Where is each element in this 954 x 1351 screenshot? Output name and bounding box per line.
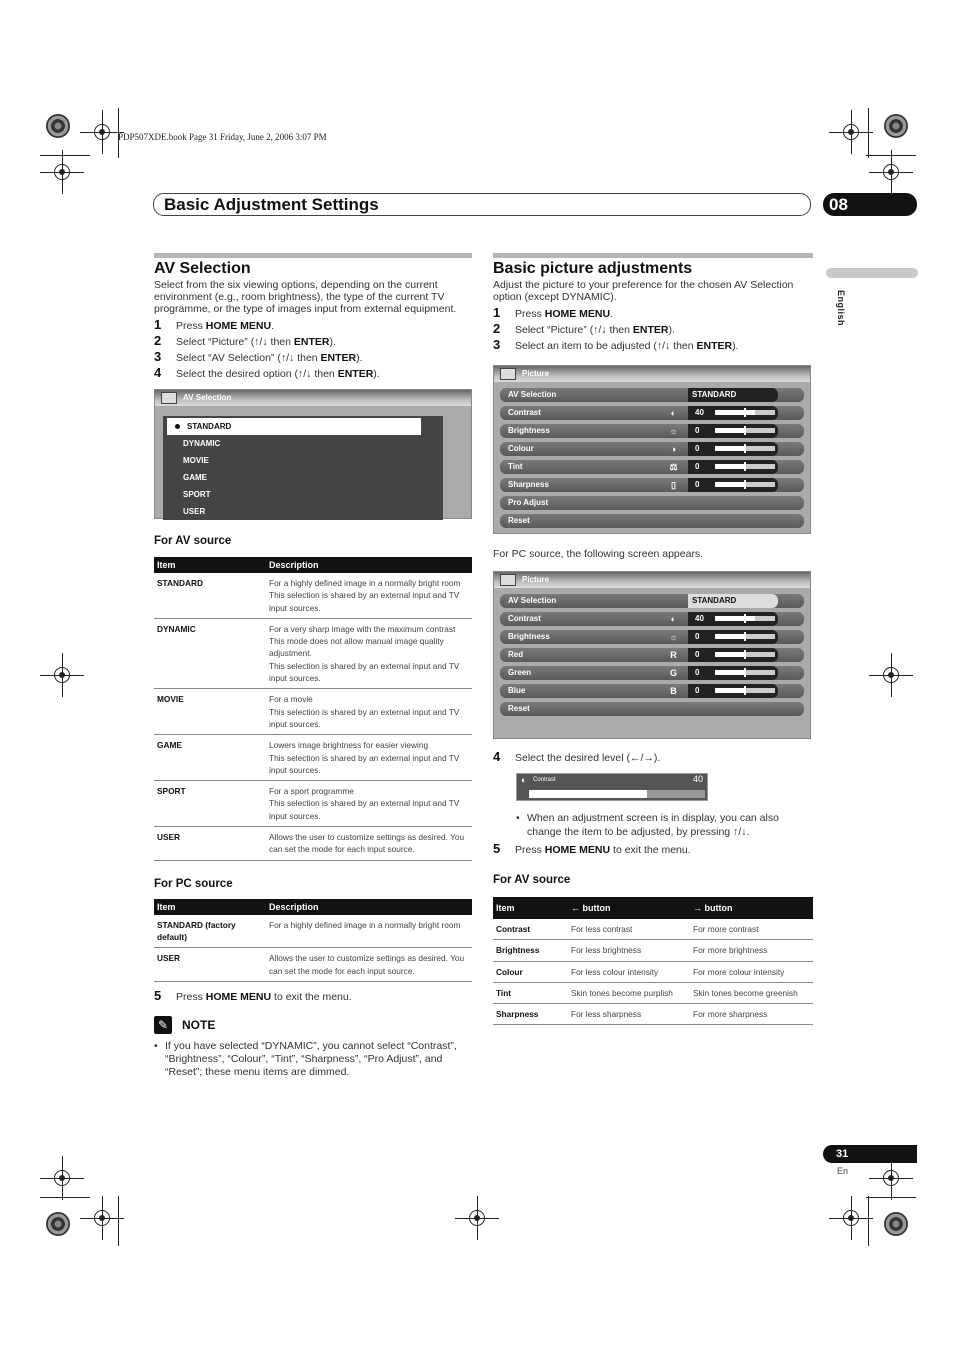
item-cell: Sharpness [493,1004,568,1025]
steps-list [154,317,472,381]
table-row [154,915,472,948]
page-number-text: 31 [836,1148,849,1160]
menu-row-label: Brightness [508,632,550,641]
step-text-end: ). [732,340,739,352]
step-key: ENTER [320,352,357,364]
menu-row[interactable] [500,702,804,716]
level-bar [715,670,775,675]
level-fill [715,464,745,469]
menu-row-number: 40 [695,614,704,623]
step-item [493,337,813,353]
color-target-mark [46,1212,70,1236]
table-row [154,735,472,781]
osd-header [494,366,810,382]
contrast-icon: ◐ [670,614,677,624]
av-source-table [154,557,472,861]
menu-list [494,388,810,528]
menu-row-number: 0 [695,480,700,489]
menu-row-label: Contrast [508,408,541,417]
menu-row[interactable] [500,496,804,510]
description-cell [266,689,472,735]
menu-row-label: Red [508,650,524,659]
description-line: For a movie [269,694,313,705]
color-target-mark [884,1212,908,1236]
description-line: This selection is shared by an external input and TV input sources. [269,590,460,613]
description-cell [266,618,472,688]
step-key: ENTER [632,324,669,336]
step-text: Select an item to be adjusted (↑/↓ then [515,340,697,352]
menu-row[interactable] [500,666,804,680]
book-info: PDP507XDE.book Page 31 Friday, June 2, 2006 3:07 PM [118,132,327,142]
menu-row[interactable] [500,388,804,402]
step-number: 5 [493,841,501,856]
step-key: ENTER [337,368,374,380]
step-key: ENTER [696,340,733,352]
step-text-end: . [271,320,275,332]
section-heading: Basic picture adjustments [493,253,813,278]
level-fill [715,428,745,433]
item-cell: USER [154,827,266,861]
step-number: 3 [493,337,501,352]
step-text: Press [515,308,545,320]
note-title: NOTE [182,1017,216,1032]
item-cell: Brightness [493,940,568,961]
step-key: ENTER [293,336,330,348]
step-item [154,317,472,333]
column-header: Description [266,899,472,915]
table-row [154,827,472,861]
description-line: For a highly defined image in a normally bright room [269,578,461,588]
left-cell: For less brightness [568,940,690,961]
column-header: Description [266,557,472,573]
crop-mark [868,108,869,158]
menu-row-label: Reset [508,704,530,713]
blue-icon: B [670,686,677,696]
level-fill [715,652,745,657]
registration-mark [465,1206,489,1230]
option-item[interactable]: DYNAMIC [183,439,221,448]
description-line: This selection is shared by an external input and TV input sources. [269,752,460,775]
level-fill [715,688,745,693]
registration-mark [879,663,903,687]
pc-source-table [154,899,472,982]
tv-menu-icon [500,368,516,380]
menu-row-label: Reset [508,516,530,525]
description-cell [266,915,472,948]
note-body: If you have selected “DYNAMIC”, you cannot select “Contrast”, “Brightness”, “Colour”, “Tint”, “Sharpness”, “Pro Adjust”, and “Reset”; these menu items are dimmed. [165,1039,457,1078]
item-cell: USER [154,948,266,982]
step-number: 1 [493,305,501,320]
step-item [154,365,472,381]
level-fill [715,634,745,639]
adjustment-table [493,897,813,1025]
note-text [154,1040,472,1079]
menu-row-number: 40 [695,408,704,417]
level-marker [744,614,746,623]
item-cell: SPORT [154,781,266,827]
menu-row[interactable] [500,684,804,698]
step-text-end: ). [356,352,363,364]
option-item[interactable]: STANDARD [167,418,421,435]
step-item [493,749,813,765]
registration-mark [839,1206,863,1230]
menu-row[interactable] [500,648,804,662]
section-heading: AV Selection [154,253,472,278]
level-bar [715,428,775,433]
right-cell: For more brightness [690,940,813,961]
right-cell: For more sharpness [690,1004,813,1025]
crop-mark [40,155,90,156]
basic-picture-section [493,253,813,1025]
item-cell: STANDARD (factory default) [154,915,266,948]
table-row [154,948,472,982]
intro-text: Select from the six viewing options, depending on the current environment (e.g., room brightness), the type of the current TV programme, or the type of images input from external equipment. [154,279,457,315]
option-item[interactable]: MOVIE [183,456,209,465]
brightness-icon: ☼ [669,632,678,642]
step-5 [154,988,472,1004]
level-bar [715,652,775,657]
step-key: HOME MENU [205,320,272,332]
description-line: This selection is shared by an external input and TV input sources. [269,660,460,684]
level-marker [744,650,746,659]
menu-row[interactable] [500,424,804,438]
menu-row-label: AV Selection [508,390,557,399]
description-line: For a highly defined image in a normally bright room [269,919,461,930]
description-line: This mode does not allow manual image quality adjustment. [269,636,444,659]
menu-row-label: Colour [508,444,534,453]
table-row [154,689,472,735]
column-header: ← button [568,897,690,919]
menu-row-value: STANDARD [688,388,778,402]
right-cell: For more contrast [690,919,813,940]
column-header: Item [154,557,266,573]
sharpness-icon: ▯ [671,480,676,490]
crop-mark [118,1196,119,1246]
level-marker [744,426,746,435]
tv-menu-icon [161,392,177,404]
contrast-level-fill [529,790,647,798]
picture-menu-screen [493,365,811,534]
step-text-end: ). [668,324,675,336]
av-source-title: For AV source [493,874,571,886]
table-row [154,573,472,618]
menu-row-number: 0 [695,462,700,471]
menu-row-number: 0 [695,632,700,641]
registration-mark [879,160,903,184]
table-row [493,919,813,940]
table-row [493,961,813,982]
step-item [154,349,472,365]
step-number: 2 [154,333,162,348]
crop-mark [40,1197,90,1198]
level-fill [715,410,755,415]
step-item [493,305,813,321]
option-item[interactable]: USER [183,507,206,516]
level-marker [744,686,746,695]
option-item[interactable]: SPORT [183,490,211,499]
pc-note: For PC source, the following screen appears. [493,548,704,560]
step-number: 2 [493,321,501,336]
menu-row-label: Pro Adjust [508,498,549,507]
step-text: Press [515,844,545,856]
level-marker [744,480,746,489]
description-cell [266,827,472,861]
step-key: HOME MENU [205,990,272,1003]
step-number: 5 [154,987,162,1003]
osd-header [155,390,471,406]
intro-text: Adjust the picture to your preference for the chosen AV Selection option (except DYNAMIC). [493,279,794,303]
left-cell: Skin tones become purplish [568,982,690,1003]
level-bar [715,410,775,415]
description-line: This selection is shared by an external input and TV input sources. [269,798,460,821]
step-item [493,321,813,337]
left-cell: For less sharpness [568,1004,690,1025]
menu-row-number: 0 [695,686,700,695]
description-cell [266,735,472,781]
steps-list [493,305,813,353]
item-cell: MOVIE [154,689,266,735]
menu-row-number: 0 [695,444,700,453]
menu-row-value: STANDARD [688,594,778,608]
level-fill [715,616,755,621]
menu-row-number: 0 [695,650,700,659]
step-text-end: . [610,308,614,320]
level-bar [715,464,775,469]
menu-row-number: 0 [695,426,700,435]
menu-row-number: 0 [695,668,700,677]
level-marker [744,668,746,677]
color-target-mark [884,114,908,138]
green-icon: G [669,668,677,678]
menu-row[interactable] [500,478,804,492]
page-lang: En [837,1166,849,1176]
menu-row[interactable] [500,442,804,456]
step-text: Select the desired option (↑/↓ then [176,368,338,380]
menu-row-label: Blue [508,686,526,695]
level-marker [744,462,746,471]
step-number: 1 [154,317,162,332]
description-line: Allows the user to customize settings as desired. You can set the mode for each input source. [269,832,465,855]
av-selection-screen [154,389,472,519]
right-cell: For more colour intensity [690,961,813,982]
table-row [493,1004,813,1025]
red-icon: R [670,650,677,660]
step-text-end: to exit the menu. [271,990,352,1003]
av-source-title: For AV source [154,535,232,547]
crop-mark [866,1197,916,1198]
description-line: This selection is shared by an external input and TV input sources. [269,706,460,729]
menu-row[interactable] [500,460,804,474]
registration-mark [839,120,863,144]
step-item [154,988,472,1004]
colour-icon: ◑ [670,444,677,454]
menu-row[interactable] [500,594,804,608]
column-header: → button [690,897,813,919]
pc-picture-menu-screen [493,571,811,739]
crop-mark [866,155,916,156]
av-selection-section [154,253,472,1079]
side-tab [826,268,918,278]
level-fill [715,670,745,675]
side-language-label: English [836,290,846,327]
registration-mark [90,120,114,144]
menu-row[interactable] [500,630,804,644]
brightness-icon: ☼ [669,426,678,436]
page-number [823,1145,917,1163]
left-cell: For less colour intensity [568,961,690,982]
color-target-mark [46,114,70,138]
contrast-icon: ◐ [670,408,677,418]
option-list [163,416,443,520]
step-number: 3 [154,349,162,364]
level-bar [715,482,775,487]
description-cell [266,781,472,827]
menu-row-label: Sharpness [508,480,549,489]
level-fill [715,482,745,487]
contrast-value: 40 [692,774,703,784]
menu-row-label: Tint [508,462,523,471]
description-line: For a sport programme [269,786,354,797]
item-cell: DYNAMIC [154,618,266,688]
level-bar [715,616,775,621]
step-text: Select “Picture” (↑/↓ then [515,324,633,336]
osd-title: Picture [522,369,550,378]
level-bar [715,446,775,451]
step-text: Press [176,990,206,1003]
menu-row-label: Brightness [508,426,550,435]
note-icon: ✎ [154,1016,172,1034]
item-cell: GAME [154,735,266,781]
step-5 [493,841,813,857]
tv-menu-icon [500,574,516,586]
option-item[interactable]: GAME [183,473,207,482]
level-bar [715,634,775,639]
step-key: HOME MENU [544,844,611,856]
menu-row[interactable] [500,612,804,626]
contrast-level-bar [529,790,705,798]
registration-mark [50,160,74,184]
table-row [154,618,472,688]
page-title: Basic Adjustment Settings [153,193,811,216]
step-key: HOME MENU [544,308,611,320]
contrast-icon: ◐ [521,775,527,785]
tint-icon: ⚖ [669,462,678,472]
menu-row-label: AV Selection [508,596,557,605]
description-cell [266,573,472,618]
registration-mark [90,1206,114,1230]
step-text-end: to exit the menu. [610,844,691,856]
item-cell: Colour [493,961,568,982]
menu-row[interactable] [500,406,804,420]
level-marker [744,632,746,641]
table-row [493,940,813,961]
pc-source-title: For PC source [154,877,233,890]
step-text-end: ). [373,368,380,380]
description-cell [266,948,472,982]
step-number: 4 [493,749,501,764]
chapter-number: 08 [823,193,917,216]
level-fill [715,446,745,451]
item-cell: Tint [493,982,568,1003]
osd-title: AV Selection [183,393,232,402]
level-marker [744,444,746,453]
column-header: Item [493,897,568,919]
table-row [493,982,813,1003]
contrast-level-screen [516,773,708,801]
bullet-body: When an adjustment screen is in display, you can also change the item to be adjusted, by pressing ↑/↓. [527,812,779,838]
menu-row[interactable] [500,514,804,528]
registration-mark [50,663,74,687]
registration-mark [50,1166,74,1190]
contrast-label: Contrast [533,777,556,783]
menu-list [494,594,810,716]
step-item [154,333,472,349]
bullet-text [493,811,813,839]
left-cell: For less contrast [568,919,690,940]
osd-header [494,572,810,588]
step-text: Press [176,320,206,332]
item-cell: Contrast [493,919,568,940]
step-4 [493,749,813,765]
crop-mark [868,1196,869,1246]
level-marker [744,408,746,417]
menu-row-label: Contrast [508,614,541,623]
registration-mark [879,1166,903,1190]
step-text: Select “Picture” (↑/↓ then [176,336,294,348]
step-item [493,841,813,857]
step-text-end: ). [329,336,336,348]
step-text: Select “AV Selection” (↑/↓ then [176,352,321,364]
column-header: Item [154,899,266,915]
bullet: • [516,812,520,824]
step-text: Select the desired level (←/→). [515,752,661,764]
right-cell: Skin tones become greenish [690,982,813,1003]
menu-row-label: Green [508,668,532,677]
level-bar [715,688,775,693]
note-heading [154,1016,472,1034]
description-line: Lowers image brightness for easier viewing [269,740,429,751]
description-line: For a very sharp image with the maximum contrast [269,623,456,634]
item-cell: STANDARD [154,573,266,618]
step-number: 4 [154,365,162,380]
table-row [154,781,472,827]
description-line: Allows the user to customize settings as desired. You can set the mode for each input source. [269,953,465,976]
osd-title: Picture [522,575,550,584]
bullet: • [154,1039,158,1052]
